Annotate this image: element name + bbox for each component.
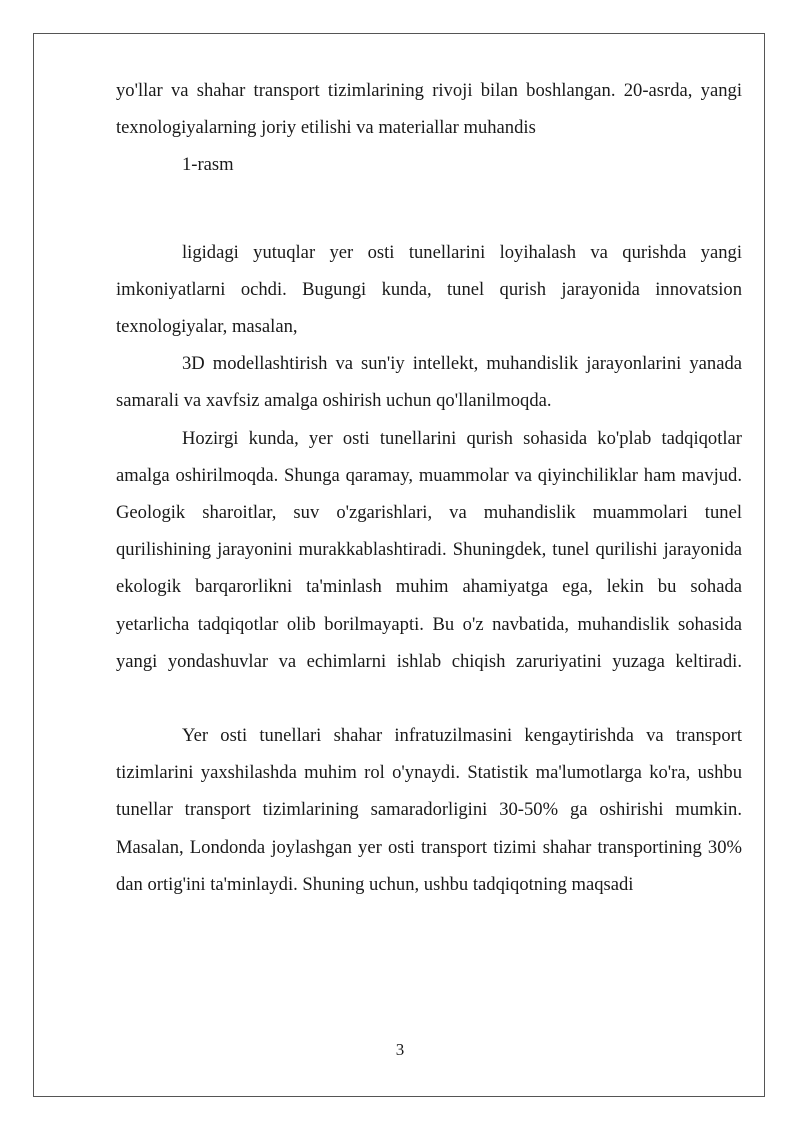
paragraph-1: yo'llar va shahar transport tizimlarining rivoji bilan boshlangan. 20-asrda, yangi texnologiyalarning joriy etilishi va materiallar muhandis: [116, 80, 742, 139]
figure-caption: 1-rasm: [182, 154, 234, 176]
page-body: [116, 72, 742, 903]
paragraph-4: Hozirgi kunda, yer osti tunellarini qurish sohasida ko'plab tadqiqotlar amalga oshirilmoqda. Shunga qaramay, muammolar va qiyinchiliklar ham mavjud. Geologik sharoitlar, suv o'zgarishlari, va muhandislik muammolari tunel qurilishining jarayonini murakkablashtiradi. Shuningdek, tunel qurilishi jarayonida ekologik barqarorlikni ta'minlash muhim ahamiyatga ega, lekin bu sohada yetarlicha tadqiqotlar olib borilmayapti. Bu o'z navbatida, muhandislik sohasida yangi yondashuvlar va echimlarni ishlab chiqish zaruriyatini yuzaga keltiradi.: [116, 427, 742, 672]
paragraph-3: 3D modellashtirish va sun'iy intellekt, muhandislik jarayonlarini yanada samarali va xavfsiz amalga oshirish uchun qo'llanilmoqda.: [116, 353, 742, 412]
paragraph-5: Yer osti tunellari shahar infratuzilmasini kengaytirishda va transport tizimlarini yaxshilashda muhim rol o'ynaydi. Statistik ma'lumotlarga ko'ra, ushbu tunellar transport tizimlarining samaradorligini 30-50% ga oshirishi mumkin. Masalan, Londonda joylashgan yer osti transport tizimi shahar transportining 30% dan ortig'ini ta'minlaydi. Shuning uchun, ushbu tadqiqotning maqsadi: [116, 725, 742, 895]
page-number: 3: [395, 1040, 405, 1059]
paragraph-2: ligidagi yutuqlar yer osti tunellarini loyihalash va qurishda yangi imkoniyatlarni ochdi. Bugungi kunda, tunel qurish jarayonida innovatsion texnologiyalar, masalan,: [116, 241, 742, 338]
